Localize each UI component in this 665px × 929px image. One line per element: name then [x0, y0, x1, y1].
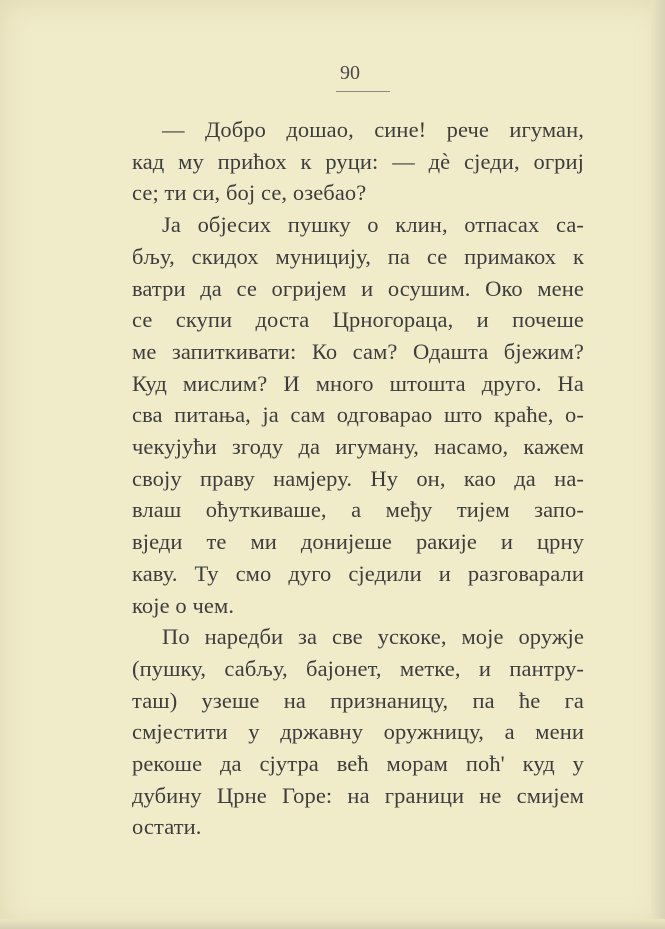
text-line: каву. Ту смо дуго сједили и разговарали	[132, 560, 584, 586]
body-text	[132, 114, 584, 843]
text-line: бљу, скидох муницију, па се примакох к	[132, 243, 584, 269]
page-edge-right	[651, 0, 665, 929]
page-edge-bottom	[0, 919, 665, 929]
text-line: По наредби за све ускоке, моје оружје	[162, 624, 584, 650]
text-line: се; ти си, бој се, озебао?	[132, 180, 367, 206]
text-line: чекујући згоду да игуману, насамо, кажем	[132, 434, 584, 460]
text-line: које о чем.	[132, 592, 235, 618]
text-line: — Добро дошао, сине! рече игуман,	[162, 117, 584, 142]
text-line: се скупи доста Црногораца, и почеше	[132, 307, 584, 333]
text-line: рекоше да сјутра већ морам поћ' куд у	[132, 751, 584, 777]
text-line: Куд мислим? И много штошта друго. На	[132, 370, 584, 396]
page-number: 90	[340, 62, 360, 84]
text-line: дубину Црне Горе: на граници не смијем	[132, 782, 584, 808]
text-line: влаш оћуткиваше, а међу тијем запо-	[132, 497, 584, 523]
text-line: остати.	[132, 814, 202, 840]
text-line: своју праву намјеру. Ну он, као да на-	[132, 465, 584, 491]
text-line: ватри да се огријем и осушим. Око мене	[132, 275, 584, 301]
text-line: сва питања, ја сам одговарао што краће, о-	[132, 402, 584, 428]
text-line: Ја објесих пушку о клин, отпасах са-	[162, 212, 584, 238]
page-number-rule	[336, 91, 390, 92]
text-line: вједи те ми донијеше ракије и црну	[132, 529, 584, 555]
text-line: ме запиткивати: Ко сам? Одашта бјежим?	[132, 338, 584, 364]
text-line: смјестити у државну оружницу, а мени	[132, 719, 584, 745]
text-line: кад му прићох к руци: — дè сједи, огриј	[132, 148, 584, 174]
text-line: (пушку, сабљу, бајонет, метке, и пантру-	[132, 655, 584, 681]
text-line: таш) узеше на признаницу, па ће га	[132, 687, 584, 713]
